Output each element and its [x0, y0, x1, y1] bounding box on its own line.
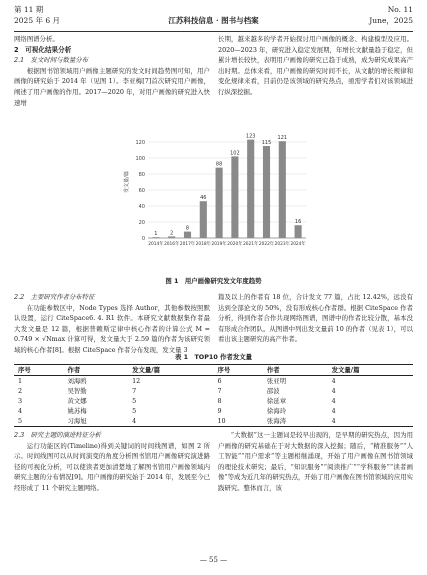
continued-text: 网络图谱分析。: [14, 35, 59, 43]
table-cell: 3: [18, 397, 23, 405]
x-tick-label: 2022年: [258, 242, 275, 247]
bar-value-label: 1: [154, 231, 158, 238]
bar: [247, 140, 254, 238]
section-2-3-paragraph-cont: “大数据”这一主题词是较早出现的，是早期的研究热点，因为用户画像的研究基础在于对大数据的深入挖掘；随后，“精准服务”“人工智能”“用户需求”等主题相继涌现，开始了用户画像在图书馆领域的理论技术研究；最后，“知识服务”“阅读推广”“学科服务”“读者画像”等成为近几年的研究热点，开始了用户画像在图书馆领域的应用实践研究。整体而言，该: [218, 431, 413, 492]
table-header-row: [14, 365, 413, 376]
bar-value-label: 102: [230, 150, 240, 157]
table-cell: 2: [18, 387, 23, 395]
table-cell: 4: [331, 417, 336, 425]
table-cell: 4: [331, 377, 336, 385]
section-2-2-heading: 2.2 主要研究作者分布特征: [14, 293, 95, 301]
table-cell: 1: [18, 377, 23, 385]
table-row: [14, 396, 413, 406]
bar: [168, 236, 175, 238]
section-2-3-heading: 2.3 研究主题的演进特征分析: [14, 431, 101, 439]
bar: [263, 146, 270, 238]
figure-1-caption: 图 1 用户画像研究发文年度趋势: [165, 277, 262, 285]
bar: [231, 156, 238, 238]
bar: [184, 232, 191, 238]
table-row: [14, 406, 413, 416]
x-tick-label: 2017年: [179, 242, 196, 247]
bar-value-label: 115: [261, 140, 272, 146]
bar: [279, 141, 286, 238]
journal-title: 江苏科技信息 · 图书与档案: [168, 16, 259, 25]
table-cell: 邵波: [266, 387, 280, 395]
page-number: — 55 —: [199, 556, 228, 564]
bar-value-label: 88: [215, 161, 223, 168]
table-cell: 黄文娜: [67, 397, 87, 405]
table-cell: 12: [132, 377, 141, 385]
table-cell: 习海旭: [67, 417, 87, 425]
table-cell: 7: [132, 387, 137, 395]
col-header: 发文量/篇: [132, 366, 160, 374]
table-row: [14, 386, 413, 396]
section-2-3-paragraph: 运行功能区的(Timeline)得到关键词的时间线图谱，如图 2 所示。时间线图可以从时间演变的角度分析图书馆用户画像研究演进路径的可视化分析，可以使读者更加清楚地了解图书馆用户画像领域内研究主题的分布情况[9]。用户画像的研究始于 2014 年，发展至今已经形成了 11 个研究主题网络。: [14, 441, 210, 492]
right-column-top: [218, 34, 413, 98]
issue-date-en: June，2025: [369, 16, 413, 25]
table-cell: 张亚明: [266, 377, 287, 385]
bar-value-label: 46: [200, 195, 207, 202]
table-cell: 4: [132, 417, 137, 425]
col-header: 序号: [18, 366, 31, 374]
x-tick-label: 2023年: [274, 242, 290, 247]
y-tick-label: 0: [141, 236, 145, 242]
y-tick-label: 40: [138, 204, 145, 210]
table-cell: 7: [217, 387, 222, 395]
table-cell: 姚苏梅: [67, 407, 87, 415]
running-header: [14, 4, 413, 30]
section-2-2-paragraph-cont: 篇及以上的作者有 18 位，合计发文 77 篇，占比 12.42%，远没有达到全部论文的 50%，没有形成核心作者群。根据 CiteSpace 作者分析，得到作者合作共现网络图谱，图谱中的作者比较分散，基本没有形成合作团队。从图谱中列出发文量前 10 的作者（见表 1），可以看出该主题研究的高产作者。: [218, 293, 413, 344]
bar: [200, 201, 207, 238]
table-row: [14, 376, 413, 387]
section-2-heading: 2 可视化结果分析: [14, 45, 72, 54]
table-cell: 5: [132, 397, 137, 405]
table-cell: 8: [217, 397, 222, 405]
col-header: 作者: [67, 366, 81, 374]
table-1-caption: 表 1 TOP10 作者发文量: [175, 353, 252, 361]
table-cell: 6: [217, 377, 222, 385]
table-cell: 刘海鸥: [67, 377, 87, 385]
x-tick-label: 2018年: [195, 242, 211, 247]
x-tick-label: 2020年: [227, 242, 243, 247]
table-cell: 吴智勤: [67, 387, 87, 395]
y-tick-label: 80: [138, 172, 145, 178]
annual-publication-bar-chart: [120, 120, 310, 260]
issue-date-cn: 2025 年 6 月: [14, 16, 61, 25]
table-cell: 张海涛: [266, 417, 287, 425]
table-cell: 4: [331, 387, 336, 395]
section-2-3-right: [218, 430, 413, 494]
col-header: 发文量/篇: [331, 366, 360, 374]
section-2-2-right: [218, 292, 413, 345]
bar: [216, 168, 223, 238]
section-2-2-left: [14, 292, 210, 356]
issue-number-en: No. 11: [387, 5, 413, 14]
x-tick-label: 2014年: [148, 242, 164, 247]
bar-value-label: 123: [245, 133, 256, 140]
table-cell: 5: [132, 407, 137, 415]
header-rule: [14, 31, 413, 32]
header-right: [369, 4, 413, 26]
bar: [295, 225, 302, 238]
bar-value-label: 8: [185, 225, 190, 232]
table-cell: 徐延章: [266, 397, 287, 405]
section-2-2-paragraph: 在功能参数区中，Node Types 选择 Author，其他参数按照默认设置，运行 CiteSpace6. 4. R1 软件。本研究文献数据集作者最大发文量是 12 篇，根据普赖斯定律中核心作者的计算公式 M = 0.749 × √Nmax 计算可得，发文量大于 2.59 篇的作者为该研究领域的核心作者[8]。根据 CiteSpace 作者分布发现，发文量 3: [14, 303, 210, 354]
section-2-3-left: [14, 430, 210, 494]
top10-author-table: [14, 364, 413, 427]
table-row: [14, 416, 413, 427]
bar-value-label: 2: [170, 230, 174, 237]
section-2-1-paragraph-cont: 长期，越来越多的学者开始探讨用户画像的概念、构建模型及应用。2020—2023 年，研究进入稳定发展期，年增长文献量趋于稳定，但累计增长较快，表明用户画像的研究已趋于成熟，成为研究成果高产出时期。总体来看，用户画像的研究时间不长，从文献的增长规律和变化规律来看，目前仍是该领域的研究热点，亟需学者们对该领域进行纵深挖掘。: [218, 35, 413, 96]
table-cell: 5: [18, 417, 23, 425]
y-axis-label: 发文量/篇: [124, 171, 130, 193]
table-cell: 4: [331, 407, 336, 415]
section-2-1-paragraph: 根据图书馆领域用户画像主题研究的发文时间趋势图可知，用户画像的研究始于 2014 年（见图 1）。李亚梅[7]首次研究用户画像，阐述了用户画像的作用。2017—2020 年，对用户画像的研究进入快速增: [14, 66, 210, 107]
bar: [152, 237, 159, 238]
col-header: 序号: [217, 366, 231, 374]
section-2-1-heading: 2.1 发文时间与数量分布: [14, 56, 89, 65]
y-tick-label: 100: [135, 156, 145, 162]
x-tick-label: 2019年: [211, 242, 227, 247]
x-tick-label: 2021年: [243, 242, 259, 247]
col-header: 作者: [266, 366, 280, 374]
bar-value-label: 121: [277, 135, 288, 142]
bar-value-label: 16: [294, 219, 302, 226]
y-tick-label: 120: [135, 140, 145, 146]
table-cell: 徐海玲: [266, 407, 287, 415]
table-cell: 9: [217, 407, 222, 415]
x-tick-label: 2016年: [164, 242, 180, 247]
table-cell: 10: [217, 417, 226, 425]
left-column-top: [14, 34, 210, 108]
y-tick-label: 20: [138, 220, 145, 226]
y-tick-label: 60: [138, 188, 145, 194]
x-tick-label: 2024年: [290, 242, 306, 247]
issue-number: 第 11 期: [14, 5, 44, 14]
table-cell: 4: [18, 407, 23, 415]
table-cell: 4: [331, 397, 336, 405]
